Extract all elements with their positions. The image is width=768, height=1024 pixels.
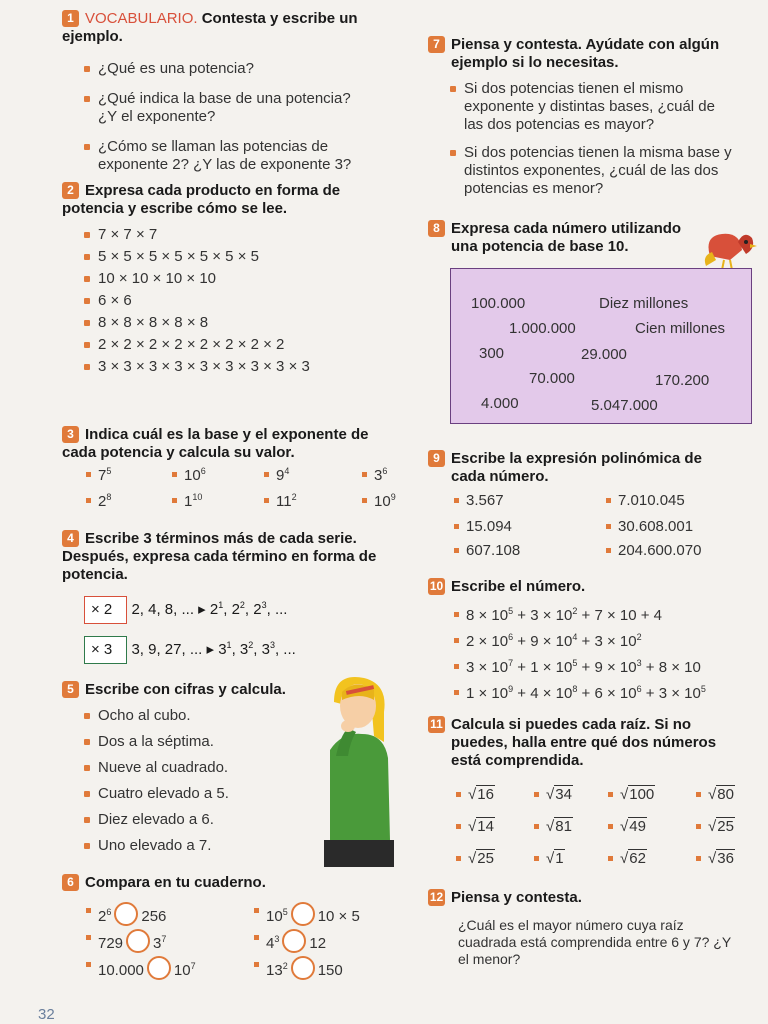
arrow-icon: ▸ (206, 641, 219, 658)
expression-item (454, 658, 701, 676)
expression-item (454, 684, 706, 702)
list-item: Cuatro elevado a 5. (82, 785, 322, 803)
exponent: 2 (239, 600, 245, 610)
radicand: 49 (629, 818, 646, 835)
power-item (264, 492, 297, 510)
power: + $4 \times 10^8$ (513, 684, 578, 702)
power: $2^2$ (231, 600, 245, 618)
exercise-6-title: 6 Compara en tu cuaderno. (62, 874, 266, 892)
power: $1^{10}$ (184, 492, 203, 510)
power: $3^1$ (218, 640, 232, 658)
power: $4^3$ (266, 934, 280, 952)
exponent: 7 (190, 961, 196, 971)
root-symbol: √ (468, 850, 477, 867)
list-item: 6 × 6 (82, 292, 362, 310)
compare-item (86, 902, 166, 926)
power: + $1 \times 10^5$ (513, 658, 578, 676)
power: $2^6$ (98, 907, 112, 925)
power: 150 (317, 962, 343, 979)
radicand: 62 (629, 850, 646, 867)
compare-circle-icon (291, 956, 315, 980)
power: $11^2$ (276, 492, 297, 510)
compare-item (254, 902, 360, 926)
exercise-9-title: 9 Escribe la expresión polinómica de cada número. (428, 450, 728, 486)
board-number: 4.000 (481, 395, 519, 412)
series-row (84, 636, 296, 664)
radicand: 25 (717, 818, 734, 835)
compare-circle-icon (126, 929, 150, 953)
power: $10^6$ (184, 466, 206, 484)
power: $2^1$ (209, 600, 224, 618)
series-row (84, 596, 287, 624)
ellipsis: , ... (266, 601, 288, 618)
page-number: 32 (38, 1006, 55, 1023)
separator: , (253, 641, 262, 658)
power-item (362, 466, 387, 484)
root-item (696, 818, 735, 835)
list-item: Dos a la séptima. (82, 733, 322, 751)
exponent: 5 (700, 684, 706, 694)
list-item: Si dos potencias tienen el mismo exponente y distintas bases, ¿cuál de las dos potencias es mayor? (448, 80, 724, 134)
list-item: ¿Qué es una potencia? (82, 60, 362, 78)
board-number: 100.000 (471, 295, 526, 312)
power: + $9 \times 10^3$ (577, 658, 642, 676)
number-item: 7.010.045 (606, 492, 685, 509)
list-item: 10 × 10 × 10 × 10 (82, 270, 362, 288)
power: + $9 \times 10^4$ (513, 632, 578, 650)
number-item: 204.600.070 (606, 542, 701, 559)
compare-circle-icon (114, 902, 138, 926)
separator: , (244, 601, 254, 618)
radicand: 80 (717, 786, 734, 803)
root-item (608, 850, 647, 867)
radicand: 81 (555, 818, 572, 835)
radicand: 1 (555, 850, 564, 867)
number-item: 15.094 (454, 518, 512, 535)
compare-circle-icon (147, 956, 171, 980)
exponent: 5 (572, 658, 578, 668)
root-item (696, 786, 735, 803)
list-item: 2 × 2 × 2 × 2 × 2 × 2 × 2 × 2 (82, 336, 362, 354)
power: $9^4$ (276, 466, 290, 484)
compare-item (86, 956, 196, 980)
exponent: 8 (572, 684, 578, 694)
root-symbol: √ (620, 786, 629, 803)
power-item (172, 466, 206, 484)
power: $8 \times 10^5$ (466, 606, 514, 624)
exponent: 6 (200, 466, 206, 476)
list-item: Si dos potencias tienen la misma base y distintos exponentes, ¿cuál de las dos potencias es menor? (448, 144, 734, 198)
power: + $3 \times 10^2$ (513, 606, 578, 624)
power: $3^2$ (239, 640, 254, 658)
board-number: 29.000 (581, 346, 627, 363)
radicand: 25 (477, 850, 494, 867)
exponent: 2 (248, 640, 254, 650)
power: $13^2$ (266, 961, 288, 979)
board-number: Diez millones (599, 295, 689, 312)
root-symbol: √ (546, 786, 555, 803)
exercise-2 (62, 182, 362, 376)
separator: , (223, 601, 232, 618)
radicand: 16 (477, 786, 494, 803)
exponent: 4 (572, 632, 578, 642)
exercise-4-title: 4 Escribe 3 términos más de cada serie. Después, expresa cada término en forma de potencia. (62, 530, 377, 583)
exercise-11 (428, 716, 728, 770)
root-symbol: √ (468, 786, 477, 803)
power: $2 \times 10^6$ (466, 632, 514, 650)
series-tag: × 2 (84, 596, 127, 624)
power: + 8 × 10 (641, 659, 701, 676)
radicand: 36 (717, 850, 734, 867)
root-item (534, 786, 573, 803)
root-item (608, 786, 655, 803)
exponent: 9 (508, 684, 514, 694)
exercise-10 (428, 578, 585, 596)
exercise-12 (428, 889, 738, 968)
power: 729 (98, 935, 124, 952)
power: + $3 \times 10^5$ (641, 684, 706, 702)
series-values: 2, 4, 8, ... (127, 601, 199, 618)
power: 10.000 (98, 962, 144, 979)
exponent: 1 (218, 600, 224, 610)
exponent: 5 (106, 466, 112, 476)
root-symbol: √ (708, 818, 717, 835)
exercise-10-title: 10 Escribe el número. (429, 578, 586, 595)
power: 12 (309, 935, 327, 952)
root-symbol: √ (546, 850, 555, 867)
board-number: 300 (479, 345, 505, 362)
power: + 7 × 10 + 4 (577, 607, 663, 624)
radicand: 34 (555, 786, 572, 803)
series-values: 3, 9, 27, ... (127, 641, 207, 658)
expression-item (454, 606, 662, 624)
power: $10^9$ (374, 492, 396, 510)
exercise-1-title: 1 VOCABULARIO. Contesta y escribe un ejemplo. (62, 10, 358, 45)
list-item: ¿Cómo se llaman las potencias de exponente 2? ¿Y las de exponente 3? (82, 138, 368, 174)
exponent: 3 (261, 600, 267, 610)
exponent: 6 (636, 684, 642, 694)
radicand: 14 (477, 818, 494, 835)
exponent: 8 (106, 492, 112, 502)
root-item (534, 850, 565, 867)
compare-item (254, 956, 343, 980)
root-item (608, 818, 647, 835)
power: $3^6$ (374, 466, 388, 484)
root-symbol: √ (708, 786, 717, 803)
exponent: 3 (274, 934, 280, 944)
arrow-icon: ▸ (198, 601, 210, 618)
exponent: 3 (636, 658, 642, 668)
board-number: 170.200 (655, 372, 710, 389)
exponent: 2 (291, 492, 297, 502)
exercise-2-title: 2 Expresa cada producto en forma de potencia y escribe cómo se lee. (62, 182, 341, 217)
numbers-board (450, 268, 752, 424)
root-item (456, 818, 495, 835)
compare-circle-icon (282, 929, 306, 953)
exercise-8 (428, 220, 688, 256)
exponent: 5 (282, 907, 288, 917)
series-tag: × 3 (84, 636, 127, 664)
number-item: 30.608.001 (606, 518, 693, 535)
exponent: 3 (269, 640, 275, 650)
power: $3^3$ (261, 640, 275, 658)
exercise-7-title: 7 Piensa y contesta. Ayúdate con algún ejemplo si lo necesitas. (428, 36, 738, 72)
power-item (362, 492, 396, 510)
separator: , (231, 641, 240, 658)
compare-item (86, 929, 166, 953)
exercise-7 (428, 36, 738, 198)
exercise-9 (428, 450, 728, 486)
power-item (264, 466, 289, 484)
radicand: 100 (629, 786, 655, 803)
number-item: 607.108 (454, 542, 520, 559)
list-item: 8 × 8 × 8 × 8 × 8 (82, 314, 362, 332)
root-symbol: √ (546, 818, 555, 835)
power: $2^3$ (253, 600, 267, 618)
list-item: ¿Qué indica la base de una potencia? ¿Y el exponente? (82, 90, 368, 126)
exponent: 7 (508, 658, 514, 668)
root-symbol: √ (468, 818, 477, 835)
list-item: 5 × 5 × 5 × 5 × 5 × 5 × 5 (82, 248, 362, 266)
exponent: 4 (284, 466, 290, 476)
exponent: 6 (508, 632, 514, 642)
exponent: 7 (161, 934, 167, 944)
root-item (456, 850, 495, 867)
list-item: 3 × 3 × 3 × 3 × 3 × 3 × 3 × 3 × 3 (82, 358, 362, 376)
number-item: 3.567 (454, 492, 504, 509)
exponent: 2 (572, 606, 578, 616)
power: $2^8$ (98, 492, 112, 510)
list-item: 7 × 7 × 7 (82, 226, 362, 244)
power: $3^7$ (153, 934, 167, 952)
power-item (172, 492, 202, 510)
power-item (86, 492, 111, 510)
power: $3 \times 10^7$ (466, 658, 514, 676)
board-number: 1.000.000 (509, 320, 576, 337)
power: 256 (141, 908, 167, 925)
exercise-12-title: 12 Piensa y contesta. (429, 889, 582, 906)
list-item: Diez elevado a 6. (82, 811, 322, 829)
power: $10^7$ (173, 961, 196, 979)
exercise-1 (62, 10, 362, 174)
power: + $3 \times 10^2$ (577, 632, 642, 650)
exponent: 6 (106, 907, 112, 917)
root-symbol: √ (620, 818, 629, 835)
board-number: 70.000 (529, 370, 575, 387)
power: $10^5$ (266, 907, 288, 925)
exponent: 10 (192, 492, 203, 502)
list-item: Nueve al cuadrado. (82, 759, 322, 777)
exercise-5-title: 5 Escribe con cifras y calcula. (62, 681, 322, 699)
exercise-5 (62, 681, 322, 855)
expression-item (454, 632, 642, 650)
exercise-3-title: 3 Indica cuál es la base y el exponente de cada potencia y calcula su valor. (62, 426, 369, 461)
power: 10 × 5 (317, 908, 360, 925)
exercise-4 (62, 530, 392, 584)
exponent: 5 (508, 606, 514, 616)
power: + $6 \times 10^6$ (577, 684, 642, 702)
list-item: Uno elevado a 7. (82, 837, 322, 855)
root-item (696, 850, 735, 867)
list-item: Ocho al cubo. (82, 707, 322, 725)
root-item (456, 786, 495, 803)
ellipsis: , ... (274, 641, 296, 658)
exponent: 1 (226, 640, 232, 650)
power: $7^5$ (98, 466, 112, 484)
exponent: 2 (282, 961, 288, 971)
girl-thinking-illustration (312, 672, 402, 867)
root-symbol: √ (620, 850, 629, 867)
power: $1 \times 10^9$ (466, 684, 514, 702)
board-number: Cien millones (635, 320, 726, 337)
board-number: 5.047.000 (591, 397, 658, 414)
power-item (86, 466, 111, 484)
compare-circle-icon (291, 902, 315, 926)
exercise-12-text: ¿Cuál es el mayor número cuya raíz cuadrada está comprendida entre 6 y 7? ¿Y el menor? (458, 917, 731, 967)
exponent: 9 (390, 492, 396, 502)
root-symbol: √ (708, 850, 717, 867)
exercise-3 (62, 426, 392, 462)
exercise-11-title: 11 Calcula si puedes cada raíz. Si no puedes, halla entre qué dos números está comprendida. (428, 716, 728, 770)
root-item (534, 818, 573, 835)
exponent: 2 (636, 632, 642, 642)
exponent: 6 (382, 466, 388, 476)
exercise-6 (62, 874, 266, 892)
rooster-icon (700, 226, 758, 272)
compare-item (254, 929, 326, 953)
exercise-8-title: 8 Expresa cada número utilizando una potencia de base 10. (428, 220, 688, 256)
